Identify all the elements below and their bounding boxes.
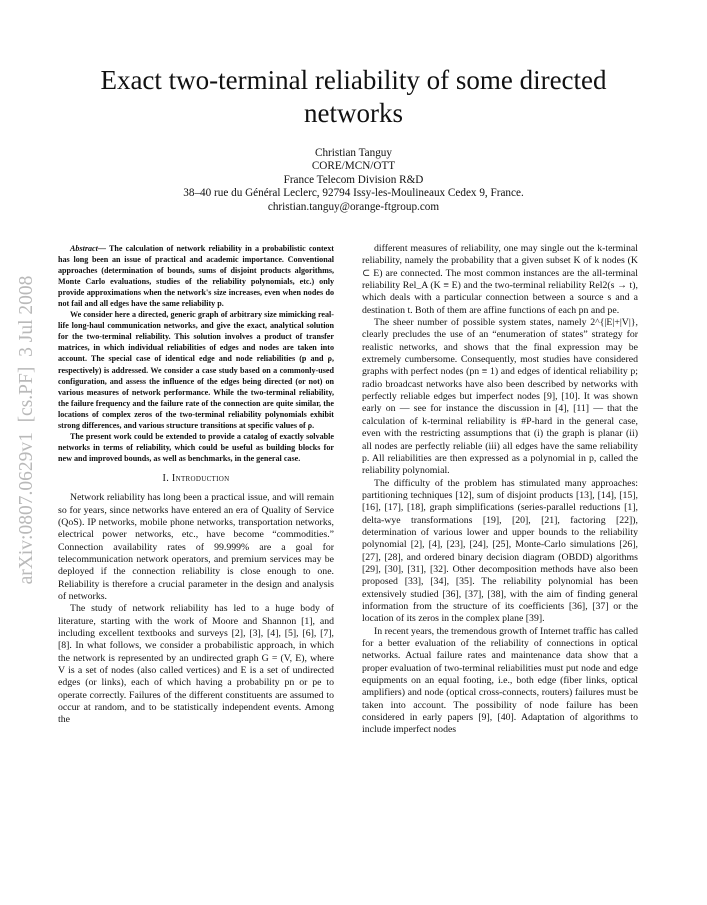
abstract-text-1: — The calculation of network reliability in a probabilistic context has long been an issue of practical and academic importance. Conventional approaches (determination of bounds, sums of disjoint products algorithms, Monte Carlo evaluations, studies of the reliability polynomials, etc.) only provide approximations when the network's size increases, even when nodes do not fail and all edges have the same reliability p. <box>58 244 334 309</box>
author-address: 38–40 rue du Général Leclerc, 92794 Issy-les-Moulineaux Cedex 9, France. <box>183 187 524 200</box>
body-paragraph: Network reliability has long been a practical issue, and will remain so for years, since networks have entered an era of Quality of Service (QoS). IP networks, mobile phone networks, transportation networks, electrical power networks, etc., have become “commodities.” Connection availability rates of 99.999% are a goal for telecommunication network operators, and premium services may be deployed if the connection reliability is close enough to one. Reliability is therefore a crucial parameter in the design and analysis of networks. <box>58 492 334 603</box>
left-column <box>58 243 334 727</box>
author-organization: France Telecom Division R&D <box>283 173 424 186</box>
arxiv-stamp-text: arXiv:0807.0629v1 [cs.PF] 3 Jul 2008 <box>16 275 37 585</box>
section-heading-introduction: I. Introduction <box>162 472 230 484</box>
right-column <box>362 243 638 737</box>
body-paragraph: The sheer number of possible system states, namely 2^{|E|+|V|}, clearly precludes the use of an “enumeration of states” strategy for realistic networks, and shows that the final expression may be extremely cumbersome. Consequently, most studies have considered graphs with perfect nodes (pn ≡ 1) and edges of identical reliability p; radio broadcast networks have also been described by networks with perfectly reliable edges but imperfect nodes [9], [10]. It was shown early on — see for instance the discussion in [4], [11] — that the calculation of k-terminal reliability is #P-hard in the general case, even with the restricting assumptions that (i) the graph is planar (ii) all nodes are perfectly reliable (iii) all edges have the same reliability p. All reliabilities are then expressed as a polynomial in p, called the reliability polynomial. <box>362 317 638 477</box>
author-email: christian.tanguy@orange-ftgroup.com <box>267 200 440 213</box>
body-paragraph: The difficulty of the problem has stimulated many approaches: partitioning techniques [12], sum of disjoint products [13], [14], [15], [16], [17], [18], graph simplifications (series-parallel reductions [1], delta-wye transformations [19], [20], [21], factoring [22]), determination of various lower and upper bounds to the reliability polynomial [2], [4], [23], [24], [25], Monte-Carlo simulations [26], [27], [28], and ordered binary decision diagram (OBDD) algorithms [29], [30], [31], [32]. Other decomposition methods have also been proposed [33], [34], [35]. The reliability polynomial has been extensively studied [36], [37], [38], with the aim of finding general information from the structure of its coefficients [36], [37] or the location of its zeros in the complex plane [39]. <box>362 477 638 625</box>
author-department: CORE/MCN/OTT <box>311 160 396 173</box>
abstract-lead: Abstract <box>70 244 98 253</box>
abstract-paragraph-1 <box>58 243 334 309</box>
abstract-paragraph-3: The present work could be extended to provide a catalog of exactly solvable networks in terms of reliability, which could be useful as building blocks for new and improved bounds, as well as benchmarks, in the general case. <box>58 431 334 463</box>
abstract <box>58 243 334 464</box>
paper-title: Exact two-terminal reliability of some directed networks <box>100 65 607 128</box>
introduction-left <box>58 492 334 727</box>
author-name: Christian Tanguy <box>314 147 392 159</box>
abstract-paragraph-2: We consider here a directed, generic graph of arbitrary size mimicking real-life long-haul communication networks, and give the exact, analytical solution for the two-terminal reliability. This solution involves a product of transfer matrices, in which individual reliabilities of edges and nodes are taken into account. The special case of identical edge and node reliabilities (p and ρ, respectively) is addressed. We consider a case study based on a commonly-used configuration, and assess the influence of the edges being directed (or not) on various measures of network performance. While the two-terminal reliability, the failure frequency and the failure rate of the connection are quite similar, the locations of complex zeros of the two-terminal reliability polynomials exhibit strong differences, and various structure transitions at specific values of ρ. <box>58 310 334 430</box>
body-paragraph: The study of network reliability has led to a huge body of literature, starting with the work of Moore and Shannon [1], and including excellent textbooks and surveys [2], [3], [4], [5], [6], [7], [8]. In what follows, we consider a probabilistic approach, in which the network is represented by an undirected graph G = (V, E), where V is a set of nodes (also called vertices) and E is a set of undirected edges (or links), each of which having a probability pn or pe to operate correctly. Failures of the different constituents are assumed to occur at random, and to be statistically independent events. Among the <box>58 603 334 726</box>
body-paragraph: different measures of reliability, one may single out the k-terminal reliability, namely the probability that a given subset K of k nodes (K ⊂ E) are connected. The most common instances are the all-terminal reliability Rel_A (K ≡ E) and the two-terminal reliability Rel2(s → t), which deals with a particular connection between a source s and a destination t. Both of them are affine functions of each pn and pe. <box>362 243 638 316</box>
author-block <box>60 147 647 214</box>
arxiv-stamp <box>6 245 46 615</box>
body-paragraph: In recent years, the tremendous growth of Internet traffic has called for a better evaluation of the reliability of connections in optical networks. Actual failure rates and maintenance data show that a proper evaluation of two-terminal reliabilities must put node and edge equipments on an equal footing, i.e., both edge (fiber links, optical amplifiers) and node (optical cross-connects, routers) failures must be taken into account. The possibility of node failure has been considered in early papers [9], [40]. Adaptation of algorithms to include imperfect nodes <box>362 625 638 736</box>
